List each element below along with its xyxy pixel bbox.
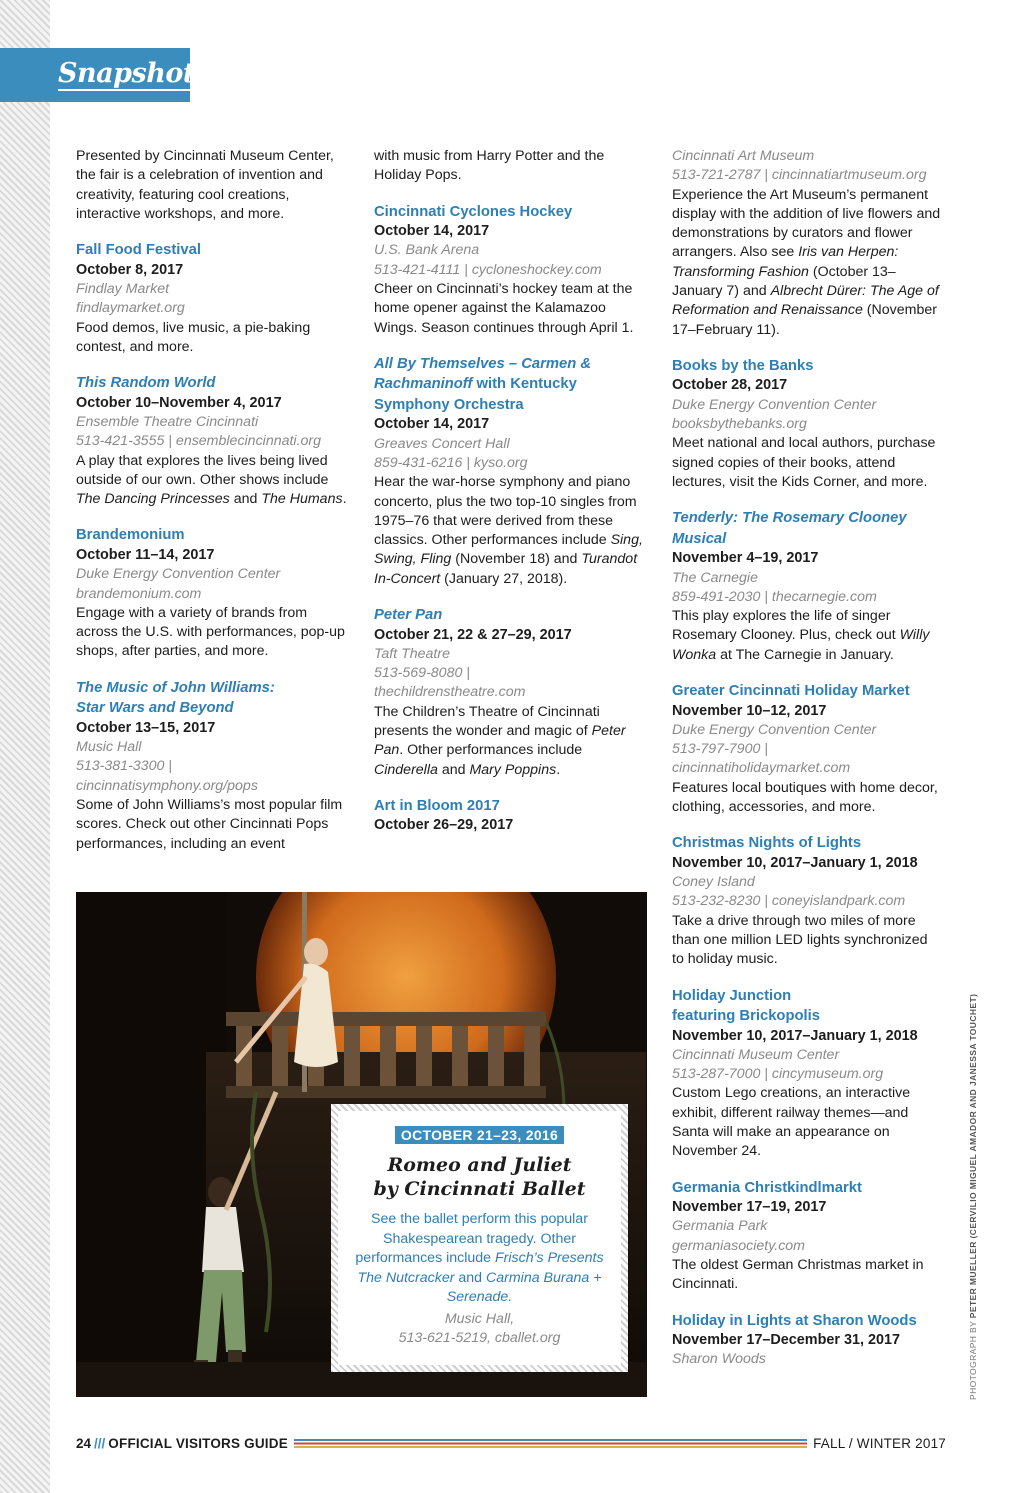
section-tag-label: Snapshot	[58, 58, 195, 89]
page-number: 24	[76, 1435, 92, 1451]
event-art-in-bloom	[374, 796, 646, 836]
event-description: Experience the Art Museum’s permanent display with the addition of live flowers and demonstrations by curators and flower arrangers. Also see Iris van Herpen: Transforming Fashion (October 13–January 7) and Albrecht Dürer: The Age of Reformation and Renaissance (November 17–February 11).	[672, 186, 941, 338]
event-description: Hear the war-horse symphony and piano concerto, plus the two top-10 singles from 1975–76 that were derived from these classics. Other performances include Sing, Swing, Fling (November 18) and Turandot In-Concert (January 27, 2018).	[374, 474, 643, 587]
event-venue: Music Hall	[76, 739, 142, 756]
event-contact[interactable]: 513-232-8230 | coneyislandpark.com	[672, 893, 906, 910]
callout-inner	[338, 1111, 621, 1365]
event-all-by-themselves	[374, 354, 646, 589]
event-venue: Coney Island	[672, 874, 755, 891]
event-contact[interactable]: brandemonium.com	[76, 585, 202, 602]
event-date: October 13–15, 2017	[76, 719, 216, 736]
event-venue: U.S. Bank Arena	[374, 242, 480, 259]
event-contact[interactable]: 859-431-6216 | kyso.org	[374, 454, 528, 471]
event-description: The Children’s Theatre of Cincinnati presents the wonder and magic of Peter Pan. Other performances include Cinderella and Mary Poppins.	[374, 703, 626, 778]
event-this-random-world	[76, 373, 348, 509]
event-venue: Taft Theatre	[374, 645, 450, 662]
event-venue: Findlay Market	[76, 280, 170, 297]
callout-title: Romeo and Juliet by Cincinnati Ballet	[373, 1154, 586, 1200]
event-contact[interactable]: booksbythebanks.org	[672, 416, 807, 433]
event-date: November 17–December 31, 2017	[672, 1332, 900, 1349]
event-title: All By Themselves – Carmen & Rachmaninoff with Kentucky Symphony Orchestra	[374, 355, 592, 413]
event-description: Food demos, live music, a pie-baking contest, and more.	[76, 319, 311, 355]
event-phone[interactable]: 513-381-3300 |	[76, 758, 172, 775]
section-tag	[0, 48, 195, 102]
event-description: Custom Lego creations, an interactive exhibit, different railway themes—and Santa will make an appearance on November 24.	[672, 1085, 911, 1160]
column-2	[374, 147, 646, 836]
event-title: Holiday in Lights at Sharon Woods	[672, 1312, 917, 1329]
event-art-in-bloom-continued	[672, 147, 942, 340]
event-description: A play that explores the lives being lived outside of our own. Other shows include The Dancing Princesses and The Humans.	[76, 452, 347, 508]
event-description: Engage with a variety of brands from across the U.S. with performances, pop-up shops, after parties, and more.	[76, 604, 345, 660]
event-description: Features local boutiques with home decor, clothing, accessories, and more.	[672, 779, 938, 816]
event-venue: Duke Energy Convention Center	[672, 396, 877, 413]
event-germania-christkindlmarkt	[672, 1178, 942, 1295]
event-phone[interactable]: 513-797-7900 |	[672, 741, 768, 758]
event-music-of-john-williams	[76, 678, 348, 854]
column-1	[76, 147, 348, 854]
event-title: Peter Pan	[374, 607, 443, 624]
event-tenderly	[672, 508, 942, 665]
event-contact[interactable]: 513-421-4111 | cycloneshockey.com	[374, 261, 602, 278]
event-title: This Random World	[76, 375, 216, 392]
event-contact[interactable]: 513-287-7000 | cincymuseum.org	[672, 1066, 884, 1083]
column-3	[672, 147, 942, 1370]
event-fall-food-festival	[76, 240, 348, 357]
event-date: October 26–29, 2017	[374, 817, 514, 834]
event-date: November 10, 2017–January 1, 2018	[672, 1027, 918, 1044]
event-title: Books by the Banks	[672, 357, 814, 374]
event-url[interactable]: thechildrenstheatre.com	[374, 684, 526, 701]
event-date: October 21, 22 & 27–29, 2017	[374, 626, 572, 643]
event-date: November 10, 2017–January 1, 2018	[672, 854, 918, 871]
event-holiday-in-lights	[672, 1311, 942, 1370]
page-footer	[76, 1434, 946, 1452]
event-venue: Duke Energy Convention Center	[76, 566, 281, 583]
event-date: October 14, 2017	[374, 223, 490, 240]
callout-venue: Music Hall, 513-621-5219, cballet.org	[398, 1310, 561, 1346]
event-date: October 28, 2017	[672, 377, 788, 394]
event-date: November 17–19, 2017	[672, 1199, 827, 1216]
event-title: Holiday Junction featuring Brickopolis	[672, 987, 820, 1025]
event-books-by-the-banks	[672, 356, 942, 492]
guide-title: OFFICIAL VISITORS GUIDE	[108, 1435, 288, 1451]
footer-rule	[294, 1439, 807, 1448]
callout-date-badge: OCTOBER 21–23, 2016	[395, 1126, 564, 1144]
event-description: Some of John Williams’s most popular film scores. Check out other Cincinnati Pops performances, including an event	[76, 796, 343, 852]
callout-contact[interactable]: 513-621-5219, cballet.org	[398, 1330, 561, 1346]
event-title: Cincinnati Cyclones Hockey	[374, 203, 573, 220]
event-title: Art in Bloom 2017	[374, 797, 500, 814]
event-venue: Duke Energy Convention Center	[672, 721, 877, 738]
left-stripe-border	[0, 0, 50, 1493]
event-venue: Greaves Concert Hall	[374, 435, 510, 452]
event-venue: Cincinnati Museum Center	[672, 1046, 840, 1063]
season-label: FALL / WINTER 2017	[813, 1435, 946, 1451]
event-date: October 14, 2017	[374, 416, 490, 433]
event-venue: Ensemble Theatre Cincinnati	[76, 413, 259, 430]
event-title: Germania Christkindlmarkt	[672, 1179, 862, 1196]
callout-description: See the ballet perform this popular Shakespearean tragedy. Other performances include Frisch’s Presents The Nutcracker and Carmina Burana + Serenade.	[355, 1211, 604, 1305]
event-contact[interactable]: findlaymarket.org	[76, 300, 185, 317]
photo-credit: PHOTOGRAPH BY PETER MUELLER (CERVILIO MIGUEL AMADOR AND JANESSA TOUCHET)	[968, 993, 978, 1400]
event-contact[interactable]: 513-421-3555 | ensemblecincinnati.org	[76, 433, 322, 450]
event-title: Christmas Nights of Lights	[672, 835, 862, 852]
event-url[interactable]: cincinnatisymphony.org/pops	[76, 777, 258, 794]
footer-slashes: ///	[94, 1435, 106, 1451]
event-date: October 10–November 4, 2017	[76, 394, 282, 411]
event-title: The Music of John Williams: Star Wars and Beyond	[76, 679, 275, 717]
event-date: November 4–19, 2017	[672, 550, 819, 567]
event-date: October 8, 2017	[76, 261, 184, 278]
intro-text: Presented by Cincinnati Museum Center, the fair is a celebration of invention and creativity, featuring cool creations, interactive workshops, and more.	[76, 148, 334, 222]
event-venue: The Carnegie	[672, 569, 758, 586]
event-title: Tenderly: The Rosemary Clooney Musical	[672, 510, 907, 547]
event-description: Meet national and local authors, purchase signed copies of their books, attend lectures, visit the Kids Corner, and more.	[672, 435, 936, 490]
continued-text: with music from Harry Potter and the Holiday Pops.	[374, 148, 605, 184]
event-description: The oldest German Christmas market in Cincinnati.	[672, 1257, 924, 1293]
event-venue: Cincinnati Art Museum	[672, 148, 815, 164]
event-description: Take a drive through two miles of more than one million LED lights synchronized to holiday music.	[672, 912, 928, 968]
callout-box	[331, 1104, 628, 1372]
event-peter-pan	[374, 605, 646, 780]
event-holiday-junction	[672, 986, 942, 1162]
event-date: October 11–14, 2017	[76, 546, 215, 563]
event-description: Cheer on Cincinnati’s hockey team at the home opener against the Kalamazoo Wings. Season continues through April 1.	[374, 280, 634, 336]
event-title: Greater Cincinnati Holiday Market	[672, 683, 910, 700]
event-venue: Germania Park	[672, 1218, 768, 1235]
event-contact[interactable]: germaniasociety.com	[672, 1237, 805, 1254]
event-contact[interactable]: 859-491-2030 | thecarnegie.com	[672, 588, 877, 605]
event-title: Fall Food Festival	[76, 242, 201, 259]
event-url[interactable]: cincinnatiholidaymarket.com	[672, 760, 851, 777]
event-contact[interactable]: 513-721-2787 | cincinnatiartmuseum.org	[672, 167, 927, 184]
event-title: Brandemonium	[76, 527, 185, 544]
event-brandemonium	[76, 525, 348, 661]
event-christmas-nights-of-lights	[672, 833, 942, 969]
event-date: November 10–12, 2017	[672, 702, 827, 719]
event-cincinnati-cyclones-hockey	[374, 202, 646, 338]
event-holiday-market	[672, 681, 942, 817]
event-venue: Sharon Woods	[672, 1351, 766, 1368]
event-phone[interactable]: 513-569-8080 |	[374, 665, 470, 682]
event-description: This play explores the life of singer Rosemary Clooney. Plus, check out Willy Wonka at The Carnegie in January.	[672, 608, 930, 663]
